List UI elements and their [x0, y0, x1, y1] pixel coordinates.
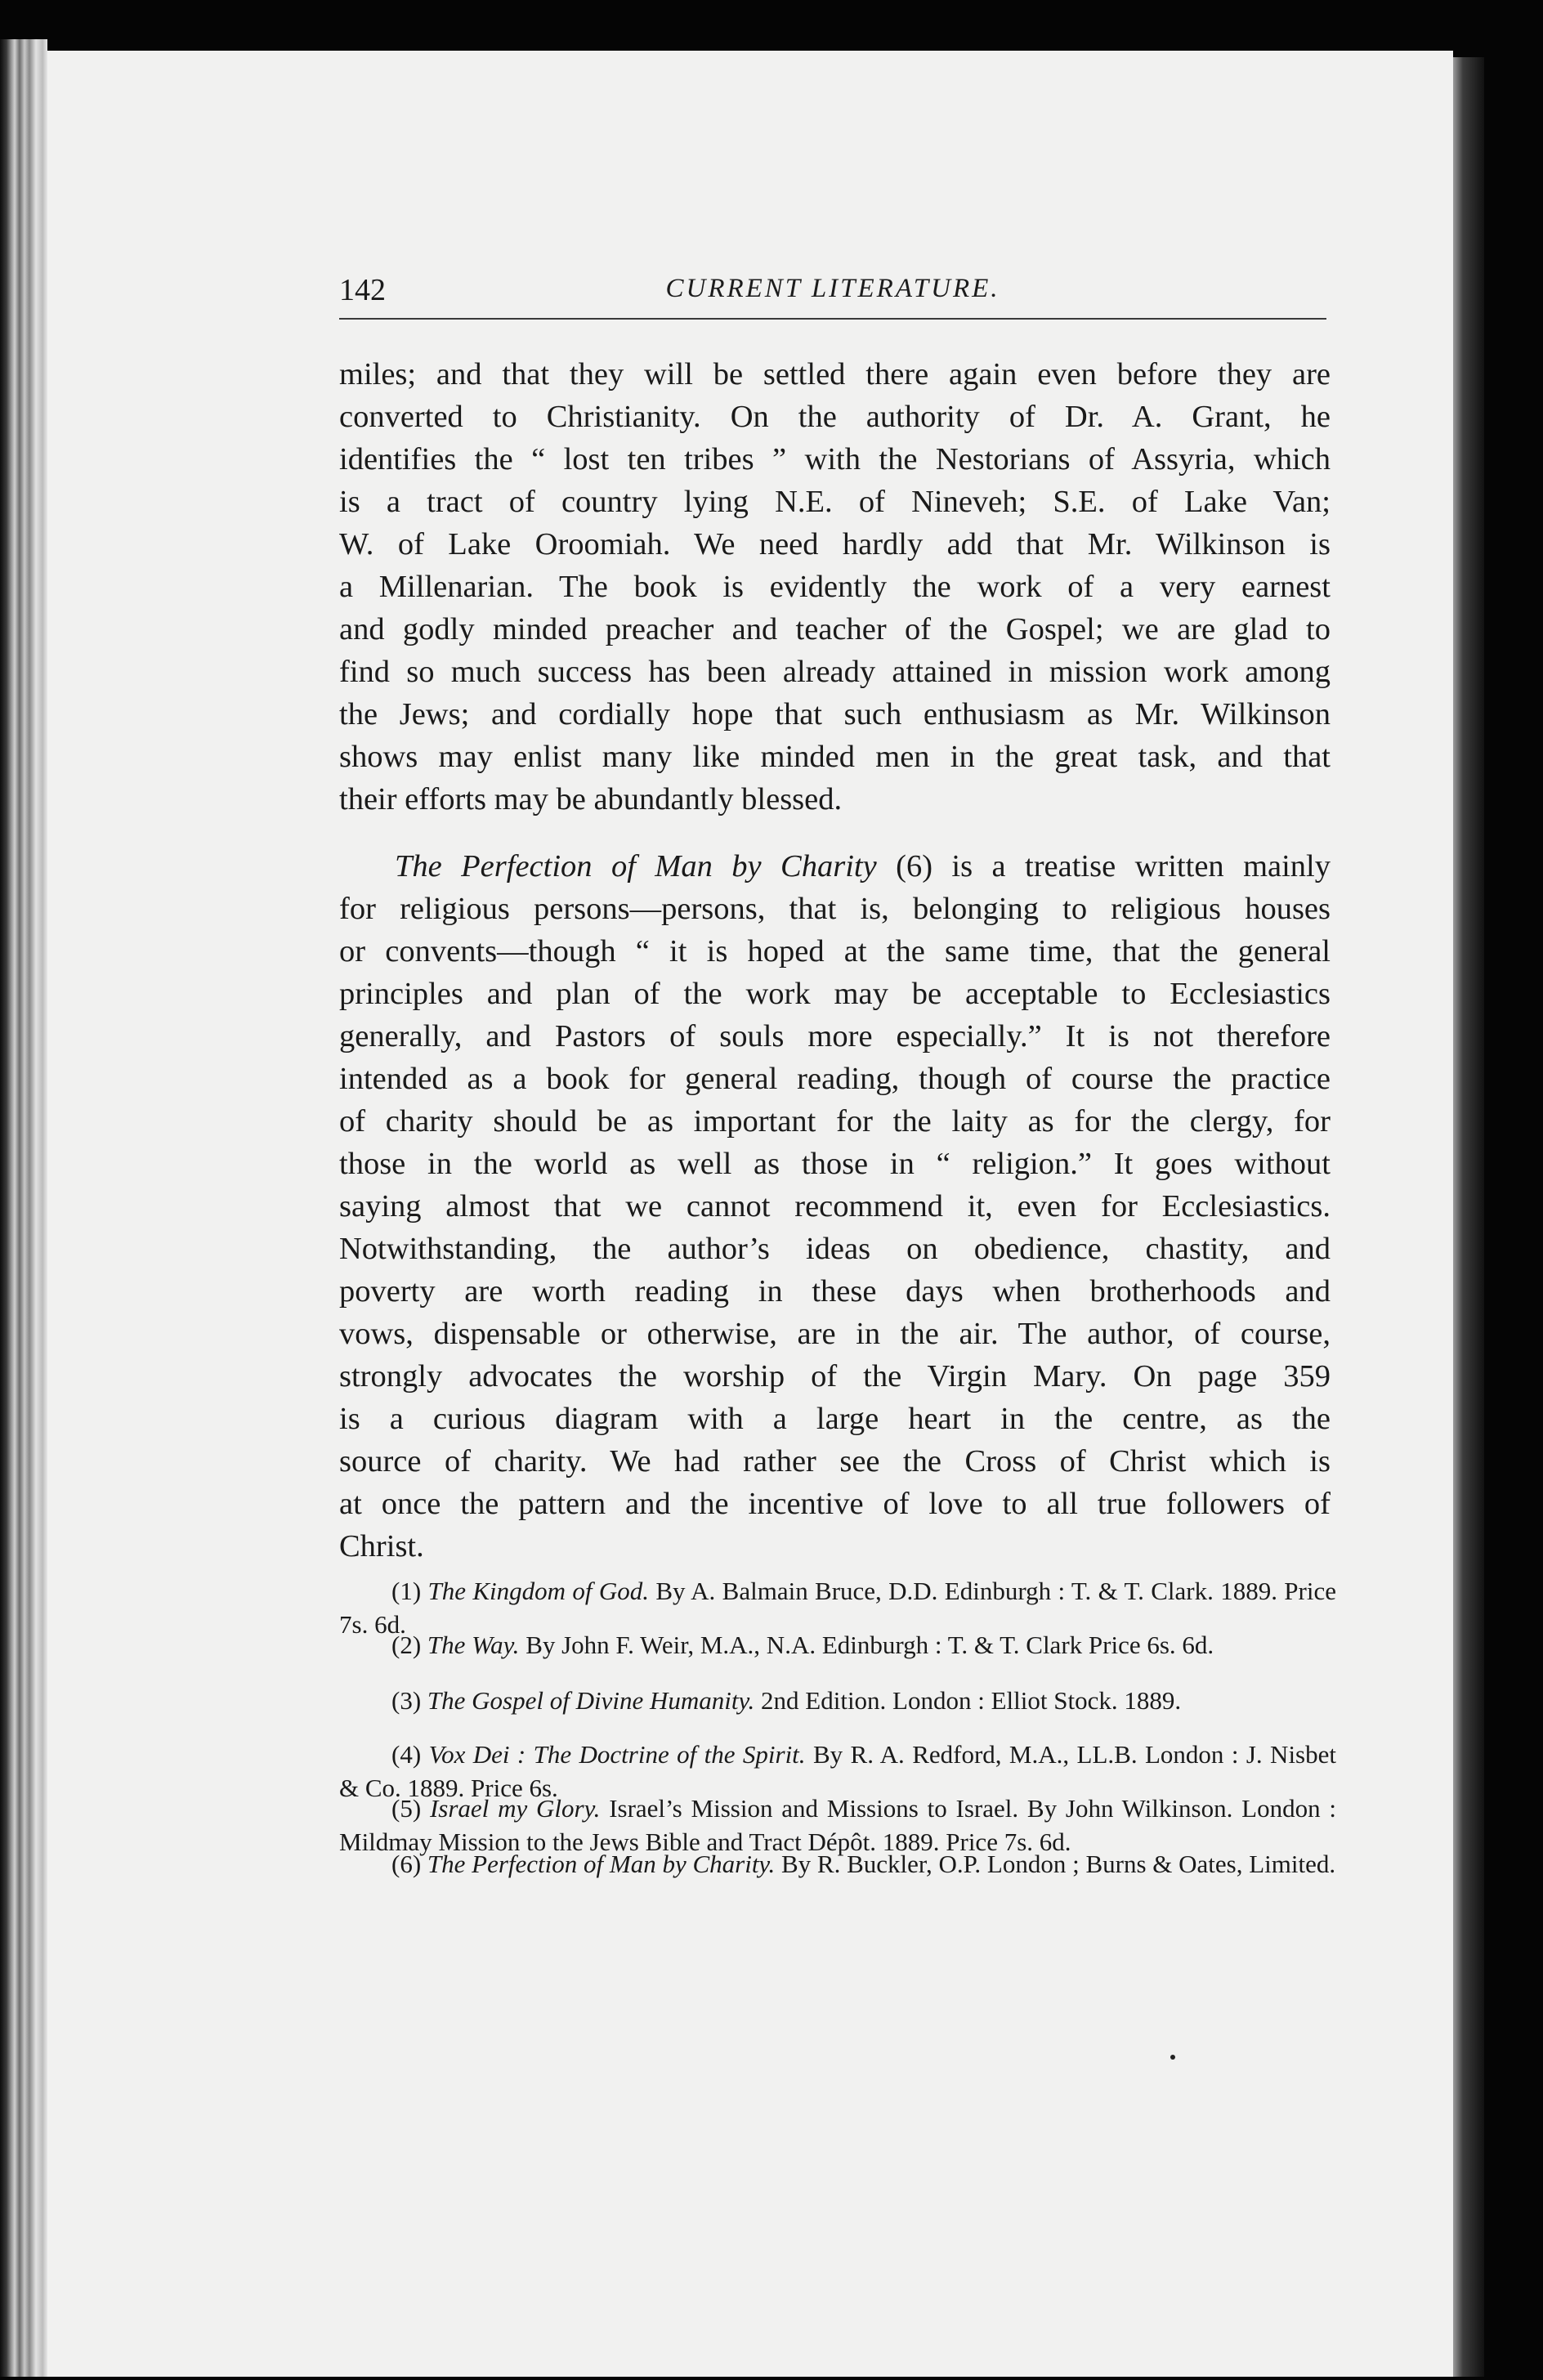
text-line: principles and plan of the work may be acceptable to Ecclesiastics: [339, 977, 1331, 1011]
text-line: for religious persons—persons, that is, belonging to religious houses: [339, 892, 1331, 926]
footnote-title: Vox Dei : The Doctrine of the Spirit.: [428, 1740, 806, 1769]
ink-speck: [1170, 2055, 1175, 2060]
footnote-title: The Way.: [427, 1631, 520, 1659]
footnote-number: (2): [391, 1631, 422, 1659]
page-header: [339, 272, 1326, 320]
text-line: vows, dispensable or otherwise, are in the air. The author, of course,: [339, 1317, 1331, 1351]
text-line: poverty are worth reading in these days when brotherhoods and: [339, 1274, 1331, 1309]
text-line: source of charity. We had rather see the Cross of Christ which is: [339, 1444, 1331, 1479]
text-line: find so much success has been already attained in mission work among: [339, 655, 1331, 689]
book-page-edges: [0, 39, 47, 2377]
text-line: the Jews; and cordially hope that such enthusiasm as Mr. Wilkinson: [339, 697, 1331, 731]
footnote-number: (4): [391, 1740, 422, 1769]
text-line: or convents—though “ it is hoped at the same time, that the general: [339, 934, 1331, 969]
footnote: [339, 1684, 1336, 1717]
text-line: saying almost that we cannot recommend it, even for Ecclesiastics.: [339, 1189, 1331, 1224]
body-text: [339, 353, 1331, 1568]
footnote-title: The Kingdom of God.: [427, 1577, 649, 1605]
footnote-title: The Gospel of Divine Humanity.: [427, 1686, 755, 1715]
text-line: strongly advocates the worship of the Virgin Mary. On page 359: [339, 1359, 1331, 1394]
footnote-number: (6): [391, 1850, 422, 1878]
footnote-text: 2nd Edition. London : Elliot Stock. 1889.: [754, 1686, 1182, 1715]
footnote: [339, 1628, 1336, 1662]
book-title: The Perfection of Man by Charity: [395, 849, 877, 884]
text-line: is a curious diagram with a large heart in the centre, as the: [339, 1402, 1331, 1436]
running-head: CURRENT LITERATURE.: [665, 274, 1000, 303]
page-shadow: [1453, 57, 1484, 2377]
footnote-text: Israel’s Mission and Missions to Israel. By John Wilkinson. London : Mildmay Mission to the Jews Bible and Tract Dépôt. 1889. Price 7s. 6d.: [339, 1794, 1337, 1856]
text-line: W. of Lake Oroomiah. We need hardly add that Mr. Wilkinson is: [339, 527, 1331, 561]
text-line: their efforts may be abundantly blessed.: [339, 782, 843, 816]
text-line: at once the pattern and the incentive of love to all true followers of: [339, 1487, 1331, 1521]
text-line: converted to Christianity. On the authority of Dr. A. Grant, he: [339, 400, 1331, 434]
text-line: of charity should be as important for the laity as for the clergy, for: [339, 1104, 1331, 1139]
text-line: Notwithstanding, the author’s ideas on obedience, chastity, and: [339, 1232, 1331, 1266]
paragraph-2: [339, 845, 1331, 1568]
footnote-number: (1): [391, 1577, 422, 1605]
text-line: miles; and that they will be settled there again even before they are: [339, 357, 1331, 391]
text-line: shows may enlist many like minded men in the great task, and that: [339, 740, 1331, 774]
paragraph-1: [339, 353, 1331, 821]
footnote: [339, 1847, 1336, 1881]
text-line: intended as a book for general reading, though of course the practice: [339, 1062, 1331, 1096]
footnote-title: Israel my Glory.: [429, 1794, 601, 1823]
page-number: 142: [339, 273, 386, 307]
text-line: generally, and Pastors of souls more especially.” It is not therefore: [339, 1019, 1331, 1054]
text-line: Christ.: [339, 1529, 424, 1564]
text-line: identifies the “ lost ten tribes ” with the Nestorians of Assyria, which: [339, 442, 1331, 476]
footnote-text: By R. A. Redford, M.A., LL.B. London : J. Nisbet & Co. 1889. Price 6s.: [339, 1740, 1336, 1802]
footnote-number: (5): [391, 1794, 422, 1823]
footnote-text: By R. Buckler, O.P. London ; Burns & Oates, Limited.: [775, 1850, 1336, 1878]
text-line: and godly minded preacher and teacher of the Gospel; we are glad to: [339, 612, 1331, 646]
text-line: [339, 845, 1331, 888]
footnote-title: The Perfection of Man by Charity.: [427, 1850, 776, 1878]
text-fragment: (6) is a treatise written mainly: [876, 849, 1331, 884]
footnote-number: (3): [391, 1686, 422, 1715]
footnote-text: By John F. Weir, M.A., N.A. Edinburgh : T. & T. Clark Price 6s. 6d.: [519, 1631, 1214, 1659]
footnote-text: By A. Balmain Bruce, D.D. Edinburgh : T. & T. Clark. 1889. Price 7s. 6d.: [339, 1577, 1336, 1639]
text-line: is a tract of country lying N.E. of Nineveh; S.E. of Lake Van;: [339, 485, 1331, 519]
text-line: those in the world as well as those in “ religion.” It goes without: [339, 1147, 1331, 1181]
text-line: a Millenarian. The book is evidently the work of a very earnest: [339, 570, 1331, 604]
